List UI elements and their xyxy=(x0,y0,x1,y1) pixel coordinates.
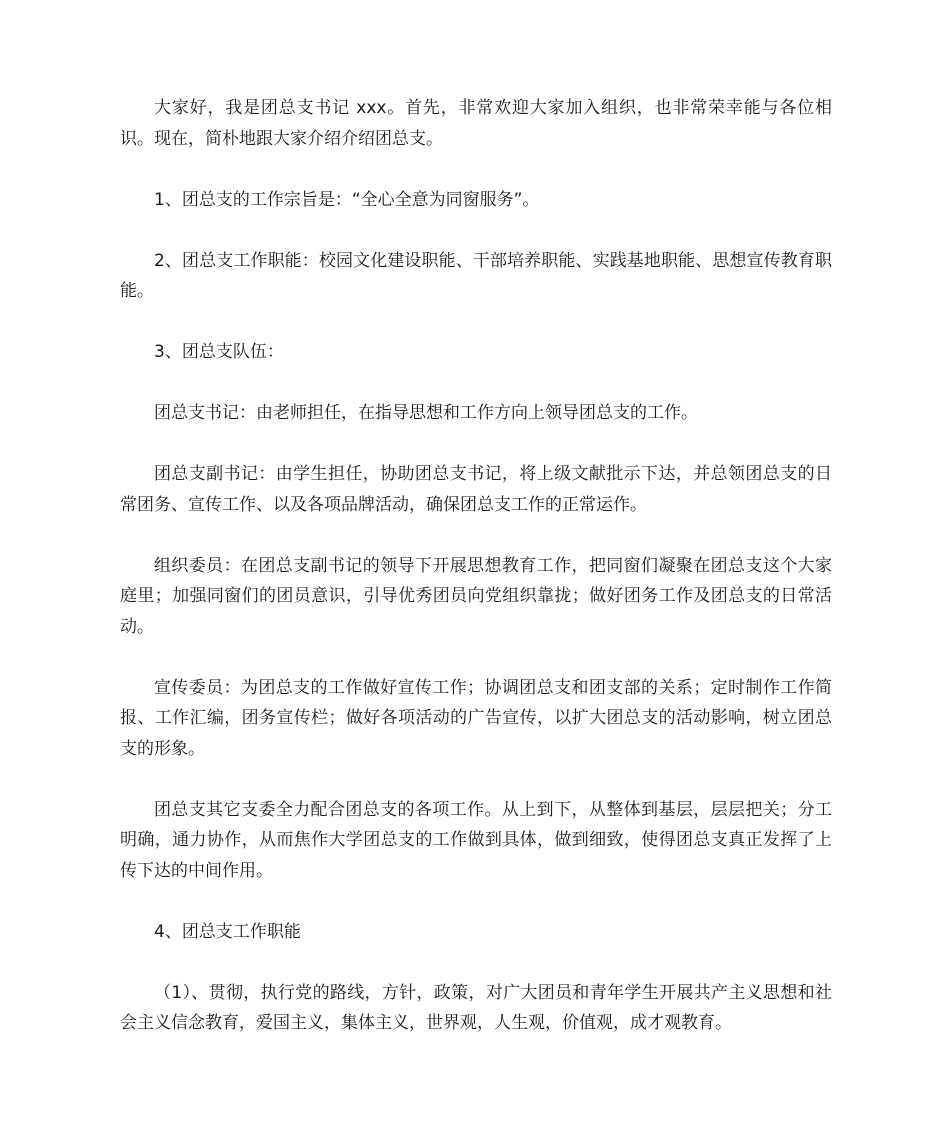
paragraph-duties-heading: 4、团总支工作职能 xyxy=(154,921,301,942)
paragraph-greeting: 大家好，我是团总支书记 xxx。首先，非常欢迎大家加入组织，也非常荣幸能与各位相识。现在，简朴地跟大家介绍介绍团总支。 xyxy=(120,98,832,149)
paragraph-duty-1: （1）、贯彻，执行党的路线，方针，政策，对广大团员和青年学生开展共产主义思想和社会主义信念教育，爱国主义，集体主义，世界观，人生观，价值观，成才观教育。 xyxy=(120,982,832,1033)
paragraph-organization-member: 组织委员：在团总支副书记的领导下开展思想教育工作，把同窗们凝聚在团总支这个大家庭里；加强同窗们的团员意识，引导优秀团员向党组织靠拢；做好团务工作及团总支的日常活动。 xyxy=(120,555,832,637)
paragraph-other-members: 团总支其它支委全力配合团总支的各项工作。从上到下，从整体到基层，层层把关；分工明确，通力协作，从而焦作大学团总支的工作做到具体，做到细致，使得团总支真正发挥了上传下达的中间作用。 xyxy=(120,799,832,881)
document-body xyxy=(120,93,832,1039)
paragraph-functions: 2、团总支工作职能：校园文化建设职能、干部培养职能、实践基地职能、思想宣传教育职能。 xyxy=(120,250,832,301)
paragraph-team-heading: 3、团总支队伍： xyxy=(154,342,284,362)
paragraph-deputy-secretary: 团总支副书记：由学生担任，协助团总支书记，将上级文献批示下达，并总领团总支的日常团务、宣传工作、以及各项品牌活动，确保团总支工作的正常运作。 xyxy=(120,464,832,515)
paragraph-purpose: 1、团总支的工作宗旨是：“全心全意为同窗服务”。 xyxy=(154,189,540,210)
paragraph-publicity-member: 宣传委员：为团总支的工作做好宣传工作；协调团总支和团支部的关系；定时制作工作简报、工作汇编，团务宣传栏；做好各项活动的广告宣传，以扩大团总支的活动影响，树立团总支的形象。 xyxy=(120,677,832,759)
paragraph-secretary: 团总支书记：由老师担任，在指导思想和工作方向上领导团总支的工作。 xyxy=(154,403,698,423)
